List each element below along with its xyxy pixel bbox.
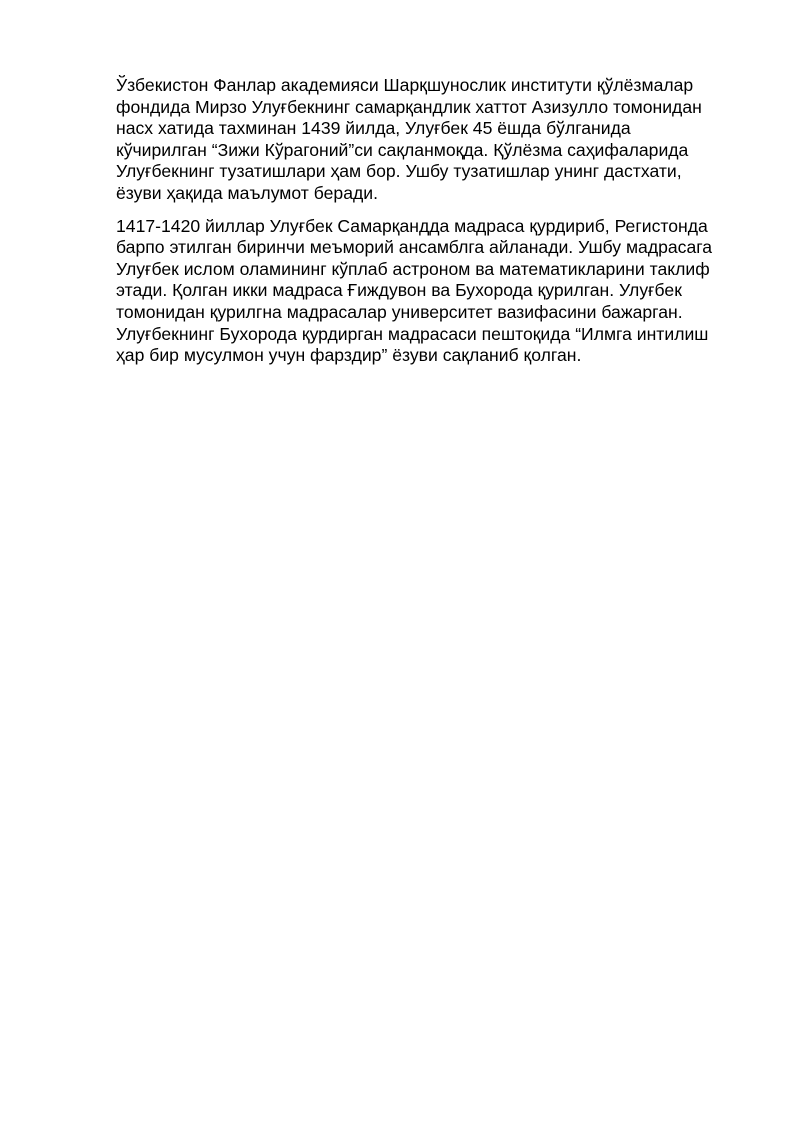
text-line: Улуғбек ислом оламининг кўплаб астроном ва математикларини таклиф — [116, 258, 710, 279]
text-line: ҳар бир мусулмон учун фарздир” ёзуви сақланиб қолган. — [116, 345, 582, 366]
document-body — [116, 75, 736, 378]
text-line: томонидан қурилгна мадрасалар университет вазифасини бажарган. — [116, 301, 683, 322]
text-line: барпо этилган биринчи меъморий ансамблга айланади. Ушбу мадрасага — [116, 237, 713, 258]
paragraph-1 — [116, 75, 736, 205]
text-line: этади. Қолган икки мадраса Ғиждувон ва Бухорода қурилган. Улуғбек — [116, 280, 682, 301]
text-line: насх хатида тахминан 1439 йилда, Улуғбек 45 ёшда бўлганида — [116, 118, 631, 139]
text-line: Ўзбекистон Фанлар академияси Шарқшунослик институти қўлёзмалар — [116, 75, 694, 95]
text-line: кўчирилган “Зижи Кўрагоний”си сақланмоқда. Қўлёзма саҳифаларида — [116, 139, 689, 160]
text-line: фондида Мирзо Улуғбекнинг самарқандлик хаттот Азизулло томонидан — [116, 96, 702, 117]
text-line: 1417-1420 йиллар Улуғбек Самарқандда мадраса қурдириб, Регистонда — [116, 215, 708, 236]
text-line: ёзуви ҳақида маълумот беради. — [116, 182, 378, 203]
paragraph-2 — [116, 216, 736, 367]
text-line: Улуғбекнинг тузатишлари ҳам бор. Ушбу тузатишлар унинг дастхати, — [116, 161, 682, 182]
text-line: Улуғбекнинг Бухорода қурдирган мадрасаси пештоқида “Илмга интилиш — [116, 323, 709, 344]
